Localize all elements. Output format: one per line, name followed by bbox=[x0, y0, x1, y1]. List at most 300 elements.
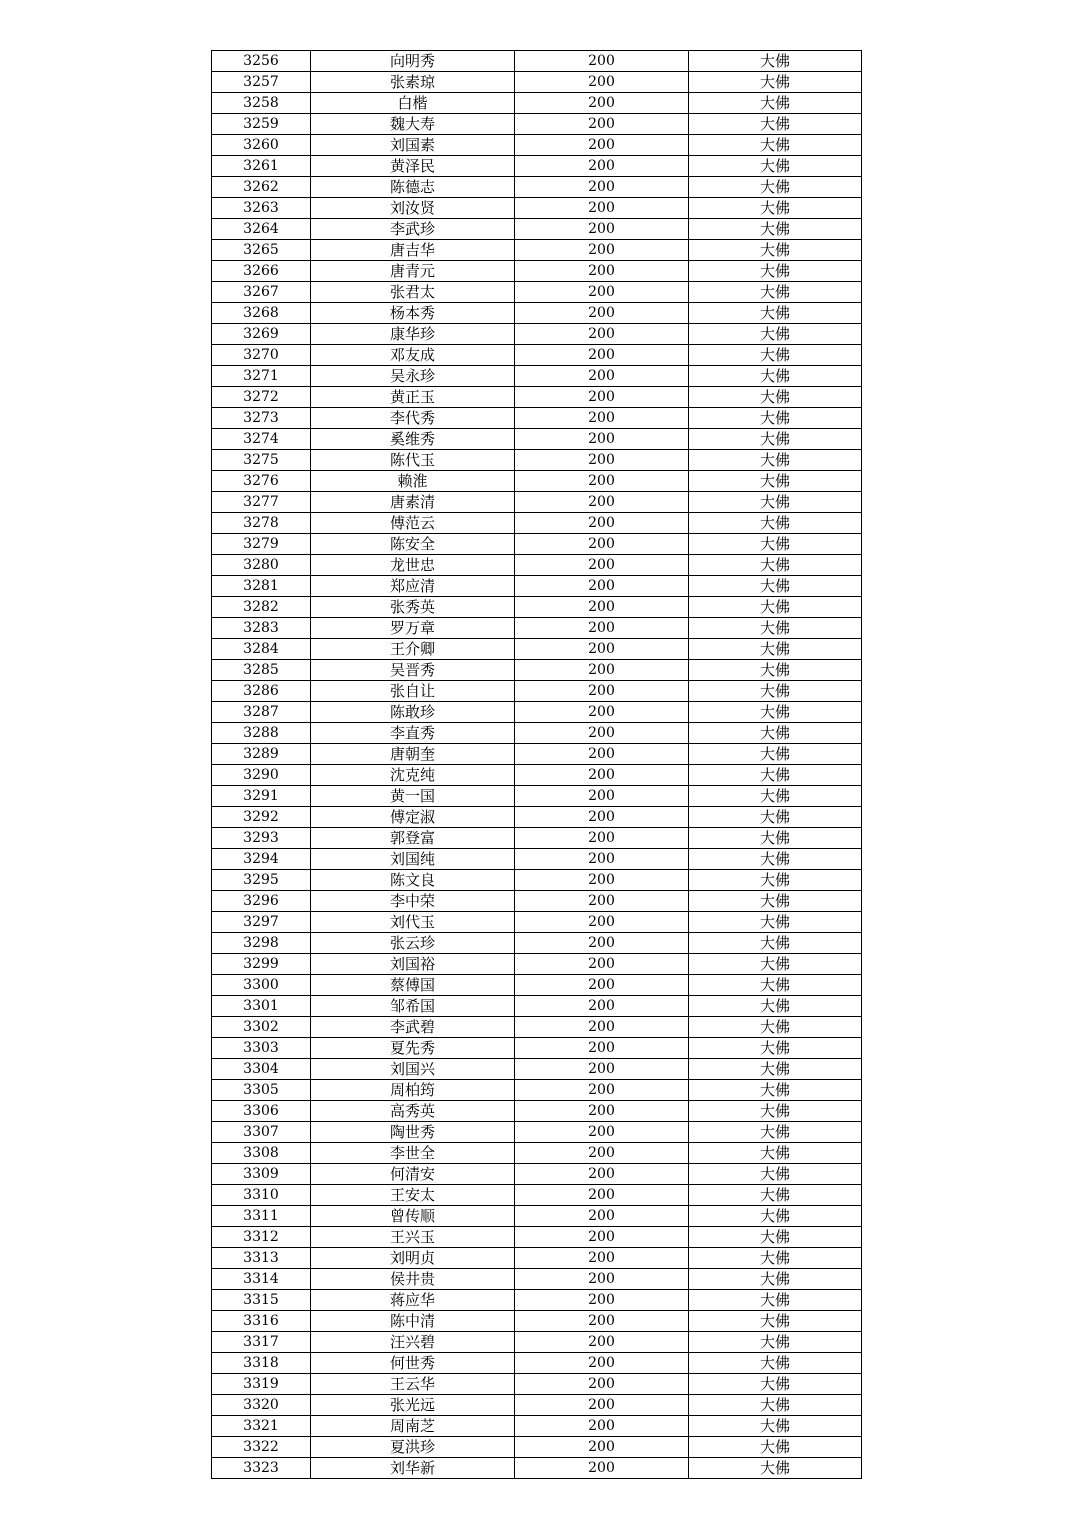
table-row bbox=[212, 702, 862, 723]
row-number-cell: 3296 bbox=[212, 891, 311, 912]
table-row bbox=[212, 1395, 862, 1416]
row-number-cell: 3315 bbox=[212, 1290, 311, 1311]
row-number-cell: 3271 bbox=[212, 366, 311, 387]
name-cell: 夏先秀 bbox=[311, 1038, 515, 1059]
row-number-cell: 3311 bbox=[212, 1206, 311, 1227]
amount-cell: 200 bbox=[515, 93, 689, 114]
location-cell: 大佛 bbox=[689, 555, 862, 576]
row-number-cell: 3291 bbox=[212, 786, 311, 807]
name-cell: 张素琼 bbox=[311, 72, 515, 93]
name-cell: 龙世忠 bbox=[311, 555, 515, 576]
table-row bbox=[212, 639, 862, 660]
amount-cell: 200 bbox=[515, 1416, 689, 1437]
row-number-cell: 3322 bbox=[212, 1437, 311, 1458]
name-cell: 蔡傅国 bbox=[311, 975, 515, 996]
table-row bbox=[212, 597, 862, 618]
amount-cell: 200 bbox=[515, 618, 689, 639]
location-cell: 大佛 bbox=[689, 807, 862, 828]
table-row bbox=[212, 114, 862, 135]
name-cell: 王介卿 bbox=[311, 639, 515, 660]
name-cell: 刘代玉 bbox=[311, 912, 515, 933]
row-number-cell: 3323 bbox=[212, 1458, 311, 1479]
location-cell: 大佛 bbox=[689, 177, 862, 198]
amount-cell: 200 bbox=[515, 177, 689, 198]
row-number-cell: 3275 bbox=[212, 450, 311, 471]
data-table bbox=[211, 50, 862, 1479]
row-number-cell: 3263 bbox=[212, 198, 311, 219]
location-cell: 大佛 bbox=[689, 681, 862, 702]
location-cell: 大佛 bbox=[689, 1227, 862, 1248]
table-row bbox=[212, 996, 862, 1017]
amount-cell: 200 bbox=[515, 1227, 689, 1248]
table-row bbox=[212, 807, 862, 828]
table-row bbox=[212, 1458, 862, 1479]
table-row bbox=[212, 723, 862, 744]
table-row bbox=[212, 576, 862, 597]
table-row bbox=[212, 240, 862, 261]
location-cell: 大佛 bbox=[689, 51, 862, 72]
location-cell: 大佛 bbox=[689, 765, 862, 786]
row-number-cell: 3290 bbox=[212, 765, 311, 786]
amount-cell: 200 bbox=[515, 723, 689, 744]
amount-cell: 200 bbox=[515, 51, 689, 72]
amount-cell: 200 bbox=[515, 1311, 689, 1332]
name-cell: 奚维秀 bbox=[311, 429, 515, 450]
table-row bbox=[212, 429, 862, 450]
name-cell: 陈中清 bbox=[311, 1311, 515, 1332]
location-cell: 大佛 bbox=[689, 1269, 862, 1290]
name-cell: 陈德志 bbox=[311, 177, 515, 198]
name-cell: 黄一国 bbox=[311, 786, 515, 807]
amount-cell: 200 bbox=[515, 156, 689, 177]
name-cell: 李中荣 bbox=[311, 891, 515, 912]
row-number-cell: 3320 bbox=[212, 1395, 311, 1416]
row-number-cell: 3283 bbox=[212, 618, 311, 639]
location-cell: 大佛 bbox=[689, 1353, 862, 1374]
amount-cell: 200 bbox=[515, 807, 689, 828]
amount-cell: 200 bbox=[515, 870, 689, 891]
table-row bbox=[212, 1227, 862, 1248]
location-cell: 大佛 bbox=[689, 1332, 862, 1353]
amount-cell: 200 bbox=[515, 492, 689, 513]
row-number-cell: 3268 bbox=[212, 303, 311, 324]
amount-cell: 200 bbox=[515, 996, 689, 1017]
amount-cell: 200 bbox=[515, 786, 689, 807]
table-row bbox=[212, 618, 862, 639]
location-cell: 大佛 bbox=[689, 324, 862, 345]
row-number-cell: 3317 bbox=[212, 1332, 311, 1353]
location-cell: 大佛 bbox=[689, 1101, 862, 1122]
name-cell: 何清安 bbox=[311, 1164, 515, 1185]
table-row bbox=[212, 408, 862, 429]
amount-cell: 200 bbox=[515, 1332, 689, 1353]
table-row bbox=[212, 1437, 862, 1458]
location-cell: 大佛 bbox=[689, 135, 862, 156]
amount-cell: 200 bbox=[515, 1437, 689, 1458]
location-cell: 大佛 bbox=[689, 429, 862, 450]
amount-cell: 200 bbox=[515, 114, 689, 135]
row-number-cell: 3293 bbox=[212, 828, 311, 849]
row-number-cell: 3266 bbox=[212, 261, 311, 282]
row-number-cell: 3316 bbox=[212, 1311, 311, 1332]
row-number-cell: 3300 bbox=[212, 975, 311, 996]
amount-cell: 200 bbox=[515, 1269, 689, 1290]
name-cell: 赖淮 bbox=[311, 471, 515, 492]
location-cell: 大佛 bbox=[689, 156, 862, 177]
row-number-cell: 3301 bbox=[212, 996, 311, 1017]
location-cell: 大佛 bbox=[689, 471, 862, 492]
amount-cell: 200 bbox=[515, 1080, 689, 1101]
amount-cell: 200 bbox=[515, 639, 689, 660]
name-cell: 陈代玉 bbox=[311, 450, 515, 471]
amount-cell: 200 bbox=[515, 1038, 689, 1059]
table-row bbox=[212, 450, 862, 471]
location-cell: 大佛 bbox=[689, 93, 862, 114]
amount-cell: 200 bbox=[515, 828, 689, 849]
amount-cell: 200 bbox=[515, 408, 689, 429]
name-cell: 王安太 bbox=[311, 1185, 515, 1206]
name-cell: 吴永珍 bbox=[311, 366, 515, 387]
row-number-cell: 3295 bbox=[212, 870, 311, 891]
table-row bbox=[212, 975, 862, 996]
location-cell: 大佛 bbox=[689, 723, 862, 744]
location-cell: 大佛 bbox=[689, 1017, 862, 1038]
location-cell: 大佛 bbox=[689, 1395, 862, 1416]
table-row bbox=[212, 1206, 862, 1227]
location-cell: 大佛 bbox=[689, 996, 862, 1017]
row-number-cell: 3257 bbox=[212, 72, 311, 93]
row-number-cell: 3264 bbox=[212, 219, 311, 240]
location-cell: 大佛 bbox=[689, 702, 862, 723]
row-number-cell: 3318 bbox=[212, 1353, 311, 1374]
row-number-cell: 3284 bbox=[212, 639, 311, 660]
table-row bbox=[212, 828, 862, 849]
name-cell: 郑应清 bbox=[311, 576, 515, 597]
location-cell: 大佛 bbox=[689, 534, 862, 555]
location-cell: 大佛 bbox=[689, 933, 862, 954]
name-cell: 高秀英 bbox=[311, 1101, 515, 1122]
amount-cell: 200 bbox=[515, 1185, 689, 1206]
table-row bbox=[212, 198, 862, 219]
table-row bbox=[212, 1080, 862, 1101]
name-cell: 何世秀 bbox=[311, 1353, 515, 1374]
location-cell: 大佛 bbox=[689, 1143, 862, 1164]
table-row bbox=[212, 72, 862, 93]
name-cell: 曾传顺 bbox=[311, 1206, 515, 1227]
name-cell: 李直秀 bbox=[311, 723, 515, 744]
table-row bbox=[212, 492, 862, 513]
amount-cell: 200 bbox=[515, 1059, 689, 1080]
table-row bbox=[212, 849, 862, 870]
name-cell: 刘国素 bbox=[311, 135, 515, 156]
amount-cell: 200 bbox=[515, 975, 689, 996]
location-cell: 大佛 bbox=[689, 198, 862, 219]
name-cell: 李武碧 bbox=[311, 1017, 515, 1038]
name-cell: 唐素清 bbox=[311, 492, 515, 513]
row-number-cell: 3281 bbox=[212, 576, 311, 597]
location-cell: 大佛 bbox=[689, 744, 862, 765]
name-cell: 刘国裕 bbox=[311, 954, 515, 975]
table-row bbox=[212, 765, 862, 786]
table-row bbox=[212, 933, 862, 954]
amount-cell: 200 bbox=[515, 954, 689, 975]
name-cell: 唐青元 bbox=[311, 261, 515, 282]
name-cell: 邓友成 bbox=[311, 345, 515, 366]
row-number-cell: 3299 bbox=[212, 954, 311, 975]
location-cell: 大佛 bbox=[689, 408, 862, 429]
location-cell: 大佛 bbox=[689, 1248, 862, 1269]
name-cell: 夏洪珍 bbox=[311, 1437, 515, 1458]
row-number-cell: 3276 bbox=[212, 471, 311, 492]
name-cell: 张自让 bbox=[311, 681, 515, 702]
name-cell: 蒋应华 bbox=[311, 1290, 515, 1311]
location-cell: 大佛 bbox=[689, 1311, 862, 1332]
table-row bbox=[212, 1038, 862, 1059]
location-cell: 大佛 bbox=[689, 387, 862, 408]
location-cell: 大佛 bbox=[689, 1059, 862, 1080]
amount-cell: 200 bbox=[515, 198, 689, 219]
amount-cell: 200 bbox=[515, 849, 689, 870]
table-row bbox=[212, 387, 862, 408]
name-cell: 唐朝奎 bbox=[311, 744, 515, 765]
table-row bbox=[212, 1122, 862, 1143]
amount-cell: 200 bbox=[515, 1374, 689, 1395]
location-cell: 大佛 bbox=[689, 975, 862, 996]
name-cell: 向明秀 bbox=[311, 51, 515, 72]
row-number-cell: 3297 bbox=[212, 912, 311, 933]
amount-cell: 200 bbox=[515, 513, 689, 534]
name-cell: 陶世秀 bbox=[311, 1122, 515, 1143]
name-cell: 傅范云 bbox=[311, 513, 515, 534]
amount-cell: 200 bbox=[515, 471, 689, 492]
location-cell: 大佛 bbox=[689, 72, 862, 93]
row-number-cell: 3265 bbox=[212, 240, 311, 261]
row-number-cell: 3305 bbox=[212, 1080, 311, 1101]
table-row bbox=[212, 954, 862, 975]
row-number-cell: 3286 bbox=[212, 681, 311, 702]
row-number-cell: 3260 bbox=[212, 135, 311, 156]
table-row bbox=[212, 1143, 862, 1164]
location-cell: 大佛 bbox=[689, 870, 862, 891]
row-number-cell: 3304 bbox=[212, 1059, 311, 1080]
amount-cell: 200 bbox=[515, 1143, 689, 1164]
row-number-cell: 3303 bbox=[212, 1038, 311, 1059]
name-cell: 周南芝 bbox=[311, 1416, 515, 1437]
table-row bbox=[212, 1332, 862, 1353]
amount-cell: 200 bbox=[515, 597, 689, 618]
row-number-cell: 3321 bbox=[212, 1416, 311, 1437]
amount-cell: 200 bbox=[515, 1248, 689, 1269]
table-row bbox=[212, 1311, 862, 1332]
amount-cell: 200 bbox=[515, 681, 689, 702]
table-row bbox=[212, 1017, 862, 1038]
name-cell: 黄泽民 bbox=[311, 156, 515, 177]
table-row bbox=[212, 1164, 862, 1185]
amount-cell: 200 bbox=[515, 534, 689, 555]
location-cell: 大佛 bbox=[689, 597, 862, 618]
row-number-cell: 3270 bbox=[212, 345, 311, 366]
name-cell: 康华珍 bbox=[311, 324, 515, 345]
table-row bbox=[212, 870, 862, 891]
row-number-cell: 3287 bbox=[212, 702, 311, 723]
row-number-cell: 3279 bbox=[212, 534, 311, 555]
location-cell: 大佛 bbox=[689, 1416, 862, 1437]
table-row bbox=[212, 51, 862, 72]
amount-cell: 200 bbox=[515, 555, 689, 576]
row-number-cell: 3277 bbox=[212, 492, 311, 513]
table-row bbox=[212, 261, 862, 282]
name-cell: 傅定淑 bbox=[311, 807, 515, 828]
table-row bbox=[212, 345, 862, 366]
name-cell: 周柏筠 bbox=[311, 1080, 515, 1101]
amount-cell: 200 bbox=[515, 366, 689, 387]
row-number-cell: 3294 bbox=[212, 849, 311, 870]
name-cell: 刘明贞 bbox=[311, 1248, 515, 1269]
amount-cell: 200 bbox=[515, 1353, 689, 1374]
location-cell: 大佛 bbox=[689, 786, 862, 807]
table-row bbox=[212, 177, 862, 198]
table-row bbox=[212, 135, 862, 156]
location-cell: 大佛 bbox=[689, 303, 862, 324]
row-number-cell: 3319 bbox=[212, 1374, 311, 1395]
name-cell: 张秀英 bbox=[311, 597, 515, 618]
name-cell: 张光远 bbox=[311, 1395, 515, 1416]
amount-cell: 200 bbox=[515, 1458, 689, 1479]
amount-cell: 200 bbox=[515, 324, 689, 345]
location-cell: 大佛 bbox=[689, 639, 862, 660]
name-cell: 罗万章 bbox=[311, 618, 515, 639]
name-cell: 刘华新 bbox=[311, 1458, 515, 1479]
table-row bbox=[212, 471, 862, 492]
row-number-cell: 3313 bbox=[212, 1248, 311, 1269]
table-row bbox=[212, 1374, 862, 1395]
row-number-cell: 3273 bbox=[212, 408, 311, 429]
row-number-cell: 3308 bbox=[212, 1143, 311, 1164]
row-number-cell: 3280 bbox=[212, 555, 311, 576]
table-row bbox=[212, 282, 862, 303]
name-cell: 刘国兴 bbox=[311, 1059, 515, 1080]
location-cell: 大佛 bbox=[689, 849, 862, 870]
name-cell: 陈文良 bbox=[311, 870, 515, 891]
amount-cell: 200 bbox=[515, 345, 689, 366]
location-cell: 大佛 bbox=[689, 618, 862, 639]
location-cell: 大佛 bbox=[689, 240, 862, 261]
amount-cell: 200 bbox=[515, 1101, 689, 1122]
name-cell: 唐吉华 bbox=[311, 240, 515, 261]
table-row bbox=[212, 1290, 862, 1311]
location-cell: 大佛 bbox=[689, 660, 862, 681]
name-cell: 杨本秀 bbox=[311, 303, 515, 324]
location-cell: 大佛 bbox=[689, 219, 862, 240]
location-cell: 大佛 bbox=[689, 345, 862, 366]
table-row bbox=[212, 534, 862, 555]
amount-cell: 200 bbox=[515, 240, 689, 261]
table-row bbox=[212, 324, 862, 345]
amount-cell: 200 bbox=[515, 429, 689, 450]
amount-cell: 200 bbox=[515, 1290, 689, 1311]
table-row bbox=[212, 156, 862, 177]
location-cell: 大佛 bbox=[689, 1458, 862, 1479]
table-row bbox=[212, 1353, 862, 1374]
location-cell: 大佛 bbox=[689, 492, 862, 513]
name-cell: 邹希国 bbox=[311, 996, 515, 1017]
location-cell: 大佛 bbox=[689, 1374, 862, 1395]
table-row bbox=[212, 744, 862, 765]
amount-cell: 200 bbox=[515, 219, 689, 240]
table-row bbox=[212, 786, 862, 807]
row-number-cell: 3289 bbox=[212, 744, 311, 765]
amount-cell: 200 bbox=[515, 660, 689, 681]
location-cell: 大佛 bbox=[689, 1080, 862, 1101]
location-cell: 大佛 bbox=[689, 366, 862, 387]
amount-cell: 200 bbox=[515, 1395, 689, 1416]
amount-cell: 200 bbox=[515, 1017, 689, 1038]
table-row bbox=[212, 891, 862, 912]
name-cell: 侯井贵 bbox=[311, 1269, 515, 1290]
amount-cell: 200 bbox=[515, 387, 689, 408]
name-cell: 魏大寿 bbox=[311, 114, 515, 135]
amount-cell: 200 bbox=[515, 72, 689, 93]
location-cell: 大佛 bbox=[689, 261, 862, 282]
location-cell: 大佛 bbox=[689, 828, 862, 849]
row-number-cell: 3258 bbox=[212, 93, 311, 114]
name-cell: 李代秀 bbox=[311, 408, 515, 429]
row-number-cell: 3285 bbox=[212, 660, 311, 681]
amount-cell: 200 bbox=[515, 891, 689, 912]
row-number-cell: 3259 bbox=[212, 114, 311, 135]
row-number-cell: 3256 bbox=[212, 51, 311, 72]
row-number-cell: 3267 bbox=[212, 282, 311, 303]
row-number-cell: 3309 bbox=[212, 1164, 311, 1185]
name-cell: 刘汝贤 bbox=[311, 198, 515, 219]
row-number-cell: 3269 bbox=[212, 324, 311, 345]
name-cell: 张云珍 bbox=[311, 933, 515, 954]
table-row bbox=[212, 1248, 862, 1269]
table-row bbox=[212, 1416, 862, 1437]
location-cell: 大佛 bbox=[689, 1122, 862, 1143]
row-number-cell: 3292 bbox=[212, 807, 311, 828]
amount-cell: 200 bbox=[515, 261, 689, 282]
row-number-cell: 3307 bbox=[212, 1122, 311, 1143]
amount-cell: 200 bbox=[515, 744, 689, 765]
row-number-cell: 3310 bbox=[212, 1185, 311, 1206]
location-cell: 大佛 bbox=[689, 576, 862, 597]
row-number-cell: 3262 bbox=[212, 177, 311, 198]
row-number-cell: 3282 bbox=[212, 597, 311, 618]
amount-cell: 200 bbox=[515, 933, 689, 954]
name-cell: 陈安全 bbox=[311, 534, 515, 555]
name-cell: 沈克纯 bbox=[311, 765, 515, 786]
amount-cell: 200 bbox=[515, 450, 689, 471]
amount-cell: 200 bbox=[515, 1122, 689, 1143]
table-row bbox=[212, 1059, 862, 1080]
location-cell: 大佛 bbox=[689, 282, 862, 303]
name-cell: 白楷 bbox=[311, 93, 515, 114]
amount-cell: 200 bbox=[515, 1206, 689, 1227]
location-cell: 大佛 bbox=[689, 513, 862, 534]
name-cell: 李武珍 bbox=[311, 219, 515, 240]
row-number-cell: 3306 bbox=[212, 1101, 311, 1122]
amount-cell: 200 bbox=[515, 303, 689, 324]
row-number-cell: 3272 bbox=[212, 387, 311, 408]
row-number-cell: 3302 bbox=[212, 1017, 311, 1038]
name-cell: 吴晋秀 bbox=[311, 660, 515, 681]
row-number-cell: 3261 bbox=[212, 156, 311, 177]
row-number-cell: 3298 bbox=[212, 933, 311, 954]
table-row bbox=[212, 1101, 862, 1122]
amount-cell: 200 bbox=[515, 1164, 689, 1185]
table-row bbox=[212, 912, 862, 933]
